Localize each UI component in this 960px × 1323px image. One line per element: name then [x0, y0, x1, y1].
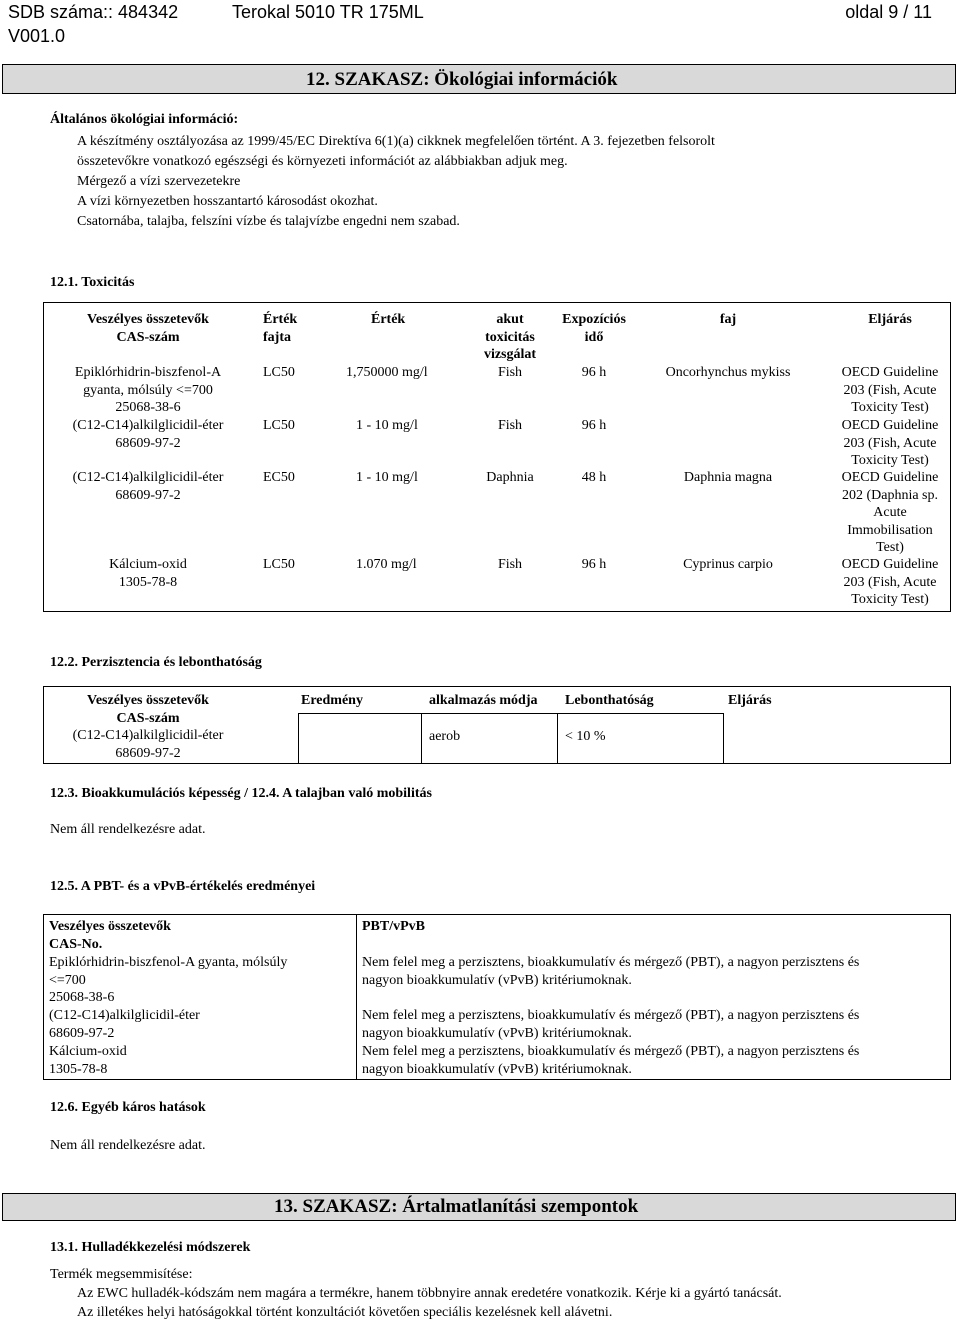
col-header-component	[48, 311, 248, 346]
section-12-title: 12. SZAKASZ: Ökológiai információk	[306, 69, 618, 90]
col-header-value: Érték	[371, 312, 406, 327]
header-text: toxicitás	[485, 329, 535, 345]
component-text: 1305-78-8	[49, 1061, 108, 1077]
pbt-text: Nem felel meg a perzisztens, bioakkumulatív és mérgező (PBT), a nagyon perzisztens és	[362, 1044, 860, 1059]
method-text: Acute	[873, 505, 907, 520]
method-text: Toxicity Test)	[851, 400, 929, 415]
section-13-title: 13. SZAKASZ: Ártalmatlanítási szempontok	[274, 1196, 639, 1217]
method-text: 203 (Fish, Acute	[843, 574, 937, 590]
header-text: CAS-szám	[116, 329, 180, 345]
other-effects-text: Nem áll rendelkezésre adat.	[50, 1138, 206, 1153]
component-text: (C12-C14)alkilglicidil-éter	[72, 470, 224, 485]
component-text: Kálcium-oxid	[49, 1044, 127, 1059]
component-text: Epiklórhidrin-biszfenol-A gyanta, mólsúly	[49, 955, 288, 970]
method-text: OECD Guideline	[841, 470, 939, 485]
header-text: CAS-szám	[116, 710, 180, 726]
component-4	[48, 556, 248, 591]
col-header-acute-test	[470, 311, 550, 364]
header-text: akut	[496, 312, 524, 327]
header-text: vizsgálat	[483, 347, 537, 362]
method-text: 203 (Fish, Acute	[843, 382, 937, 398]
header-text: Veszélyes összetevők	[49, 919, 171, 934]
pbt-result-2	[362, 1007, 859, 1042]
exposure-time: 96 h	[581, 365, 607, 380]
method	[830, 364, 950, 417]
waste-methods-heading: 13.1. Hulladékkezelési módszerek	[50, 1240, 251, 1255]
mode-value: aerob	[429, 729, 461, 744]
other-effects-heading: 12.6. Egyéb káros hatások	[50, 1100, 206, 1115]
acute-test: Fish	[497, 557, 523, 572]
component-text: (C12-C14)alkilglicidil-éter	[72, 418, 224, 433]
component-text: (C12-C14)alkilglicidil-éter	[72, 728, 224, 743]
value-type: EC50	[263, 470, 295, 485]
component-text: 68609-97-2	[115, 487, 181, 503]
header-text: Veszélyes összetevők	[87, 312, 209, 327]
product-name: Terokal 5010 TR 175ML	[232, 2, 424, 22]
component-3	[48, 469, 248, 504]
disposal-label: Termék megsemmisítése:	[50, 1267, 193, 1282]
pbt-component-1	[49, 954, 287, 1007]
method-text: Immobilisation	[847, 522, 933, 538]
pbt-col-header-component	[49, 918, 171, 953]
col-header-method: Eljárás	[728, 693, 772, 708]
grid-divider	[421, 714, 422, 764]
general-info-line: Mérgező a vízi szervezetekre	[77, 174, 241, 189]
component-text: Epiklórhidrin-biszfenol-A	[74, 365, 222, 380]
value: 1 - 10 mg/l	[356, 418, 418, 433]
method	[830, 469, 950, 557]
header-text: Veszélyes összetevők	[87, 693, 209, 708]
header-text: Expozíciós	[562, 312, 626, 327]
species: Daphnia magna	[683, 470, 773, 485]
disposal-line: Az EWC hulladék-kódszám nem magára a termékre, hanem többnyire annak eredetére vonatkozik. Kérje ki a gyártó tanácsát.	[77, 1286, 782, 1301]
pbt-text: nagyon bioakkumulatív (vPvB) kritériumoknak.	[362, 1025, 632, 1041]
acute-test: Fish	[497, 365, 523, 380]
component-2	[48, 417, 248, 452]
persistence-table	[43, 686, 951, 764]
method-text: Test)	[876, 540, 904, 555]
method-text: OECD Guideline	[841, 365, 939, 380]
sds-number: SDB száma:: 484342	[8, 2, 179, 22]
method	[830, 556, 950, 609]
disposal-line: Az illetékes helyi hatóságokkal történt konzultációt követően speciális kezelésnek kell alávetni.	[77, 1305, 613, 1320]
header-text: Érték	[263, 312, 298, 327]
toxicity-heading: 12.1. Toxicitás	[50, 275, 135, 290]
bioaccumulation-text: Nem áll rendelkezésre adat.	[50, 822, 206, 837]
col-header-exposure	[552, 311, 636, 346]
value: 1,750000 mg/l	[346, 365, 428, 380]
general-info-line: összetevőkre vonatkozó egészségi és környezeti információt az alábbiakban adjuk meg.	[77, 154, 568, 169]
pbt-divider	[356, 915, 357, 1079]
col-header-species: faj	[719, 312, 737, 327]
component-text: 68609-97-2	[115, 435, 181, 451]
bioaccumulation-heading: 12.3. Bioakkumulációs képesség / 12.4. A talajban való mobilitás	[50, 786, 432, 801]
method-text: 203 (Fish, Acute	[843, 435, 937, 451]
method-text: Toxicity Test)	[851, 453, 929, 468]
col-header-mode: alkalmazás módja	[429, 693, 538, 708]
col-header-method: Eljárás	[868, 312, 912, 327]
method	[830, 417, 950, 470]
grid-divider	[557, 714, 558, 764]
method-text: Toxicity Test)	[851, 592, 929, 607]
component-text: 1305-78-8	[118, 574, 178, 590]
general-info-heading: Általános ökológiai információ:	[50, 112, 239, 127]
pbt-text: nagyon bioakkumulatív (vPvB) kritériumoknak.	[362, 972, 632, 988]
exposure-time: 48 h	[581, 470, 607, 485]
pbt-component-3	[49, 1043, 127, 1078]
version: V001.0	[8, 26, 66, 46]
pbt-col-header-result: PBT/vPvB	[362, 919, 426, 934]
pbt-text: Nem felel meg a perzisztens, bioakkumulatív és mérgező (PBT), a nagyon perzisztens és	[362, 955, 860, 970]
component-text: 68609-97-2	[115, 745, 181, 761]
component-1	[48, 364, 248, 417]
toxicity-table	[43, 302, 951, 612]
method-text: OECD Guideline	[841, 418, 939, 433]
persistence-heading: 12.2. Perzisztencia és lebonthatóság	[50, 655, 262, 670]
value-type: LC50	[263, 557, 295, 572]
header-text: CAS-No.	[49, 936, 103, 952]
acute-test: Daphnia	[486, 470, 534, 485]
exposure-time: 96 h	[581, 418, 607, 433]
component-text: 25068-38-6	[49, 990, 115, 1005]
component-text: Kálcium-oxid	[109, 557, 187, 572]
component-text: 25068-38-6	[115, 400, 181, 415]
general-info-line: A készítmény osztályozása az 1999/45/EC Direktíva 6(1)(a) cikknek megfelelően történt. A 3. fejezetben felsorolt	[77, 134, 715, 149]
col-header-degradability: Lebonthatóság	[565, 693, 654, 708]
pbt-result-1	[362, 954, 859, 989]
header-text: fajta	[263, 329, 291, 345]
value: 1 - 10 mg/l	[356, 470, 418, 485]
exposure-time: 96 h	[581, 557, 607, 572]
header-text: idő	[584, 329, 604, 345]
col-header-result: Eredmény	[301, 693, 363, 708]
acute-test: Fish	[497, 418, 523, 433]
pbt-text: Nem felel meg a perzisztens, bioakkumulatív és mérgező (PBT), a nagyon perzisztens és	[362, 1008, 860, 1023]
value-type: LC50	[263, 418, 295, 433]
degradability-value: < 10 %	[565, 729, 606, 744]
pbt-result-3	[362, 1043, 859, 1078]
method-text: 202 (Daphnia sp.	[841, 487, 939, 503]
species: Oncorhynchus mykiss	[665, 365, 791, 380]
pbt-table	[43, 914, 951, 1080]
persistence-grid	[298, 713, 724, 764]
component-text: <=700	[49, 972, 86, 988]
component-text: 68609-97-2	[49, 1025, 115, 1041]
value-type: LC50	[263, 365, 295, 380]
pbt-heading: 12.5. A PBT- és a vPvB-értékelés eredményei	[50, 879, 316, 894]
persistence-component	[48, 692, 248, 762]
general-info-line: A vízi környezetben hosszantartó károsodást okozhat.	[77, 194, 378, 209]
component-text: (C12-C14)alkilglicidil-éter	[49, 1008, 200, 1023]
pbt-text: nagyon bioakkumulatív (vPvB) kritériumoknak.	[362, 1061, 632, 1077]
col-header-value-type	[263, 311, 297, 346]
page-number: oldal 9 / 11	[845, 2, 932, 22]
value: 1.070 mg/l	[356, 557, 417, 572]
pbt-component-2	[49, 1007, 200, 1042]
method-text: OECD Guideline	[841, 557, 939, 572]
component-text: gyanta, mólsúly <=700	[83, 382, 213, 398]
species: Cyprinus carpio	[683, 557, 773, 572]
general-info-line: Csatornába, talajba, felszíni vízbe és talajvízbe engedni nem szabad.	[77, 214, 460, 229]
